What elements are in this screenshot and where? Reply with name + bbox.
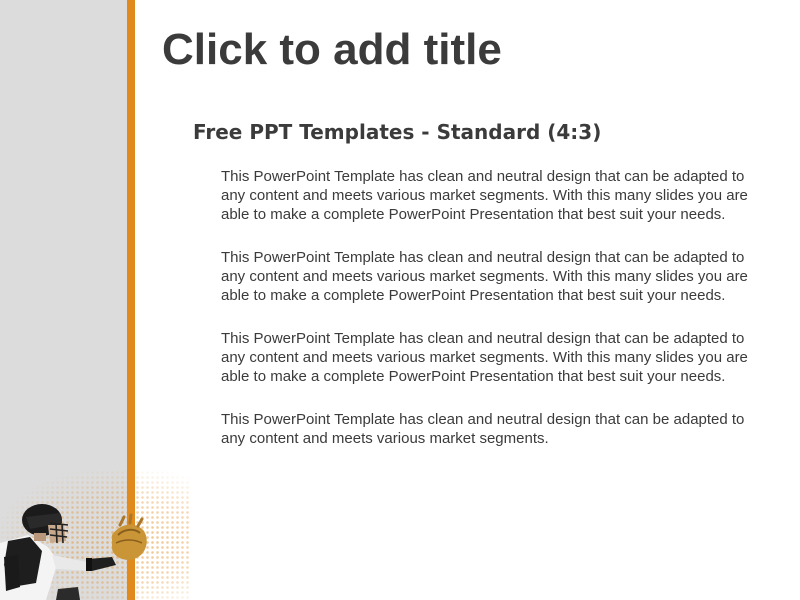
paragraph: This PowerPoint Template has clean and neutral design that can be adapted to any content and meets various market segments. With this many slides you are able to make a complete PowerPoint Presentation that best suit your needs. <box>221 330 748 385</box>
paragraph: This PowerPoint Template has clean and neutral design that can be adapted to any content and meets various market segments. With this many slides you are able to make a complete PowerPoint Presentation that best suit your needs. <box>221 168 748 223</box>
slide-subtitle: Free PPT Templates - Standard (4:3) <box>193 120 602 144</box>
paragraph: This PowerPoint Template has clean and neutral design that can be adapted to any content and meets various market segments. <box>221 411 745 447</box>
slide-title[interactable]: Click to add title <box>162 25 502 74</box>
baseball-catcher-illustration <box>0 495 160 600</box>
paragraph: This PowerPoint Template has clean and neutral design that can be adapted to any content and meets various market segments. With this many slides you are able to make a complete PowerPoint Presentation that best suit your needs. <box>221 249 748 304</box>
body-text-box[interactable] <box>221 167 769 472</box>
